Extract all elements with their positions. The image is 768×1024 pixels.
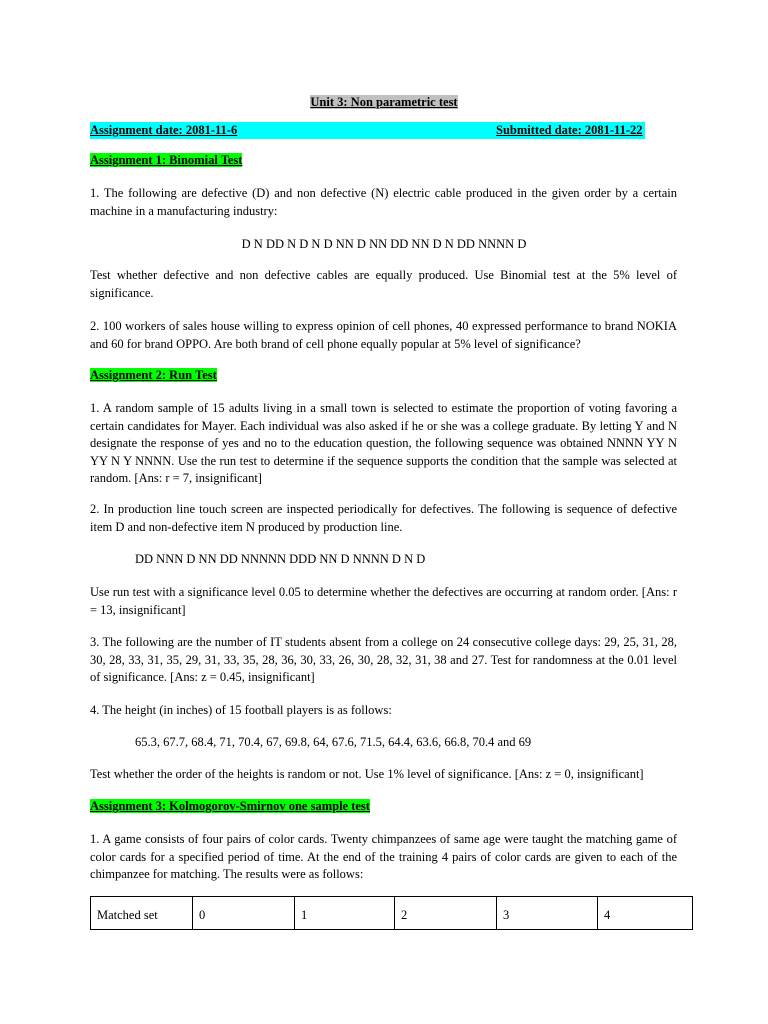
page-title (0, 94, 768, 112)
assignment2-q2-text: 2. In production line touch screen are inspected periodically for defectives. The following is sequence of defective item D and non-defective item N produced by production line. (90, 502, 677, 534)
assignment1-heading-text: Assignment 1: Binomial Test (90, 153, 243, 167)
table-cell: 3 (497, 897, 598, 930)
table-cell: 1 (295, 897, 395, 930)
table-cell: 4 (598, 897, 693, 930)
submitted-date: Submitted date: 2081-11-22 (496, 123, 643, 137)
page-title-text: Unit 3: Non parametric test (310, 95, 458, 109)
assignment1-q2-text: 2. 100 workers of sales house willing to express opinion of cell phones, 40 expressed performance to brand NOKIA and 60 for brand OPPO. Are both brand of cell phone equally popular at 5% level of significance? (90, 319, 677, 351)
table-cell: 2 (395, 897, 497, 930)
assignment1-q1-text: 1. The following are defective (D) and non defective (N) electric cable produced in the given order by a certain machine in a manufacturing industry: (90, 186, 677, 218)
assignment2-q1-text: 1. A random sample of 15 adults living in a small town is selected to estimate the proportion of voting favoring a certain candidates for Mayer. Each individual was also asked if he or she was a college graduate. By letting Y and N designate the response of yes and no to the education question, the following sequence was obtained NNNN YY N YY N Y NNNN. Use the run test to determine if the sequence supports the condition that the sample was selected at random. [Ans: r = 7, insignificant] (90, 401, 677, 485)
assignment3-heading-text: Assignment 3: Kolmogorov-Smirnov one sample test (90, 799, 370, 813)
assignment2-heading-text: Assignment 2: Run Test (90, 368, 217, 382)
assignment2-heading (90, 367, 217, 385)
table-cell: 0 (193, 897, 295, 930)
assignment2-q4-text: 4. The height (in inches) of 15 football players is as follows: (90, 703, 392, 717)
assignment3-heading (90, 798, 370, 816)
assignment2-q3-text: 3. The following are the number of IT students absent from a college on 24 consecutive college days: 29, 25, 31, 28, 30, 28, 33, 31, 35, 29, 31, 33, 35, 28, 36, 30, 33, 26, 30, 28, 32, 31, 38 and 27. Test for randomness at the 0.01 level of significance. [Ans: z = 0.45, insignificant] (90, 635, 677, 684)
assignment2-q4-instruction: Test whether the order of the heights is random or not. Use 1% level of significance. [Ans: z = 0, insignificant] (90, 767, 644, 781)
assignment3-q1-text: 1. A game consists of four pairs of color cards. Twenty chimpanzees of same age were taught the matching game of color cards for a specified period of time. At the end of the training 4 pairs of color cards are given to each of the chimpanzee for matching. The results were as follows: (90, 832, 677, 881)
assignment1-q1-instruction: Test whether defective and non defective cables are equally produced. Use Binomial test at the 5% level of significance. (90, 268, 677, 300)
assignment1-heading (90, 152, 242, 170)
assignment2-q2-instruction: Use run test with a significance level 0.05 to determine whether the defectives are occurring at random order. [Ans: r = 13, insignificant] (90, 585, 677, 617)
assignment1-q1-sequence: D N DD N D N D NN D NN DD NN D N DD NNNN D (241, 237, 527, 251)
assignment2-q2-sequence: DD NNN D NN DD NNNNN DDD NN D NNNN D N D (135, 552, 426, 566)
matched-set-table (90, 896, 693, 930)
table-row (91, 897, 693, 930)
assignment-date: Assignment date: 2081-11-6 (90, 123, 238, 137)
assignment2-q4-values: 65.3, 67.7, 68.4, 71, 70.4, 67, 69.8, 64, 67.6, 71.5, 64.4, 63.6, 66.8, 70.4 and 69 (135, 735, 532, 749)
table-row-label: Matched set (91, 897, 193, 930)
